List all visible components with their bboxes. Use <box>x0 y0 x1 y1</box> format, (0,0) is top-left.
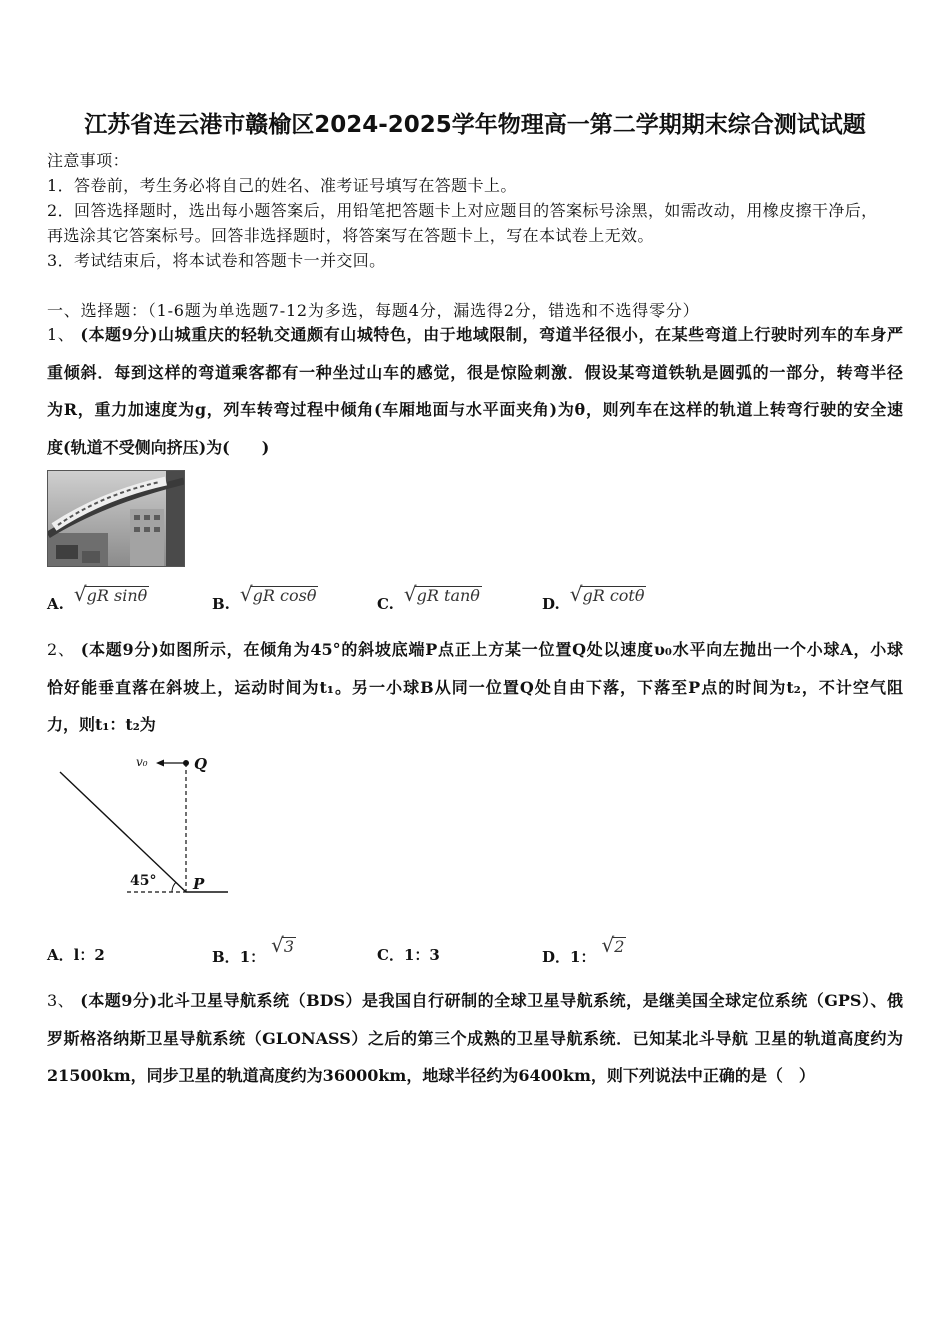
q1-option-a <box>47 582 149 615</box>
photo-window <box>134 527 140 532</box>
question-line: 重倾斜．每到这样的弯道乘客都有一种坐过山车的感觉，很是惊险刺激．假设某弯道铁轨是圆弧的一部分，转弯半径 <box>47 362 903 382</box>
radical-sign: √ <box>271 933 284 957</box>
photo-window <box>154 515 160 520</box>
sqrt-expression <box>240 583 319 607</box>
q1-option-b <box>212 582 318 615</box>
option-text: 1： <box>570 948 596 966</box>
radicand: gR tanθ <box>416 586 480 605</box>
radicand: gR sinθ <box>86 586 148 605</box>
option-label: D. <box>542 595 560 613</box>
question-number: 3、 <box>47 991 75 1010</box>
option-label: D． <box>542 948 571 966</box>
point-p-label: P <box>193 875 205 893</box>
angle-arc <box>172 882 176 892</box>
q2-option-d <box>542 933 626 968</box>
radical-sign: √ <box>73 582 87 606</box>
question-line <box>47 316 903 354</box>
monorail-photo-drawing <box>48 471 185 567</box>
question-line <box>47 631 903 669</box>
option-label: B． <box>212 948 240 966</box>
sqrt-expression <box>570 583 647 607</box>
question-3 <box>47 982 903 1095</box>
sqrt-expression <box>404 583 482 607</box>
notes-line: 再选涂其它答案标号。回答非选择题时，将答案写在答题卡上，写在本试卷上无效。 <box>47 226 654 245</box>
sqrt-expression <box>74 583 149 607</box>
option-text: 1：3 <box>403 946 440 964</box>
notes-heading: 注意事项： <box>47 151 130 170</box>
question-line: 力，则t₁：t₂为 <box>47 715 156 734</box>
option-label: B. <box>212 595 230 613</box>
question-line: 罗斯格洛纳斯卫星导航系统（GLONASS）之后的第三个成熟的卫星导航系统．已知某北斗导航 卫星的轨道高度约为 <box>47 1028 903 1048</box>
section-heading: 一、选择题：（1-6题为单选题7-12为多选，每题4分，漏选得2分，错选和不选得零分） <box>47 301 700 320</box>
question-number: 1、 <box>47 325 75 344</box>
slope-line <box>60 772 186 892</box>
sqrt-expression <box>601 934 626 958</box>
photo-house <box>56 545 78 559</box>
notes-line: 3．考试结束后，将本试卷和答题卡一并交回。 <box>47 251 386 270</box>
photo-house <box>82 551 100 563</box>
option-text: l：2 <box>73 946 105 964</box>
option-label: C. <box>377 595 394 613</box>
question-text: (本题9分)如图所示，在倾角为45°的斜坡底端P点正上方某一位置Q处以速度υ₀水平向左抛出一个小球A，小球 <box>80 640 903 659</box>
option-label: C． <box>377 946 404 964</box>
question-line: 21500km，同步卫星的轨道高度约为36000km，地球半径约为6400km，则下列说法中正确的是（ ） <box>47 1066 815 1085</box>
question-line: 恰好能垂直落在斜坡上，运动时间为t₁。另一小球B从同一位置Q处自由下落，下落至P点的时间为t₂，不计空气阻 <box>47 677 903 697</box>
projectile-slope-diagram <box>50 745 235 900</box>
photo-window <box>144 527 150 532</box>
notes-line: 1．答卷前，考生务必将自己的姓名、准考证号填写在答题卡上。 <box>47 176 517 195</box>
page-title: 江苏省连云港市赣榆区2024-2025学年物理高一第二学期期末综合测试试题 <box>84 112 866 138</box>
radical-sign: √ <box>569 582 583 606</box>
question-line <box>47 982 903 1020</box>
radicand: gR cosθ <box>252 586 317 605</box>
question-1 <box>47 316 903 466</box>
q2-option-a <box>47 944 105 966</box>
radicand: 3 <box>283 937 295 956</box>
sqrt-expression <box>271 934 296 958</box>
question-number: 2、 <box>47 640 75 659</box>
velocity-label: v₀ <box>136 755 148 769</box>
photo-window <box>144 515 150 520</box>
q2-option-c <box>377 944 440 966</box>
radicand: gR cotθ <box>582 586 645 605</box>
option-text: 1： <box>239 948 266 966</box>
q2-option-b <box>212 933 296 968</box>
angle-label: 45° <box>130 873 157 889</box>
option-label: A. <box>47 595 64 613</box>
question-line: 为R，重力加速度为g，列车转弯过程中倾角(车厢地面与水平面夹角)为θ，则列车在这样的轨道上转弯行驶的安全速 <box>47 400 903 419</box>
photo-window <box>134 515 140 520</box>
radicand: 2 <box>614 937 625 956</box>
notes-section <box>47 148 927 273</box>
monorail-photo <box>47 470 185 567</box>
question-text: (本题9分)山城重庆的轻轨交通颇有山城特色，由于地域限制，弯道半径很小，在某些弯道上行驶时列车的车身严 <box>80 325 903 344</box>
question-line: 度(轨道不受侧向挤压)为( ) <box>47 437 270 457</box>
question-text: (本题9分)北斗卫星导航系统（BDS）是我国自行研制的全球卫星导航系统，是继美国全球定位系统（GPS）、俄 <box>80 991 903 1010</box>
radical-sign: √ <box>601 933 615 957</box>
velocity-arrow-head <box>156 760 164 767</box>
question-2 <box>47 631 903 744</box>
point-q-label: Q <box>194 755 208 773</box>
notes-line: 2．回答选择题时，选出每小题答案后，用铅笔把答题卡上对应题目的答案标号涂黑，如需改动，用橡皮擦干净后， <box>47 201 878 220</box>
radical-sign: √ <box>239 582 253 606</box>
photo-window <box>154 527 160 532</box>
option-label: A． <box>47 946 74 964</box>
radical-sign: √ <box>403 582 417 606</box>
q1-option-c <box>377 582 482 615</box>
q1-option-d <box>542 582 646 615</box>
